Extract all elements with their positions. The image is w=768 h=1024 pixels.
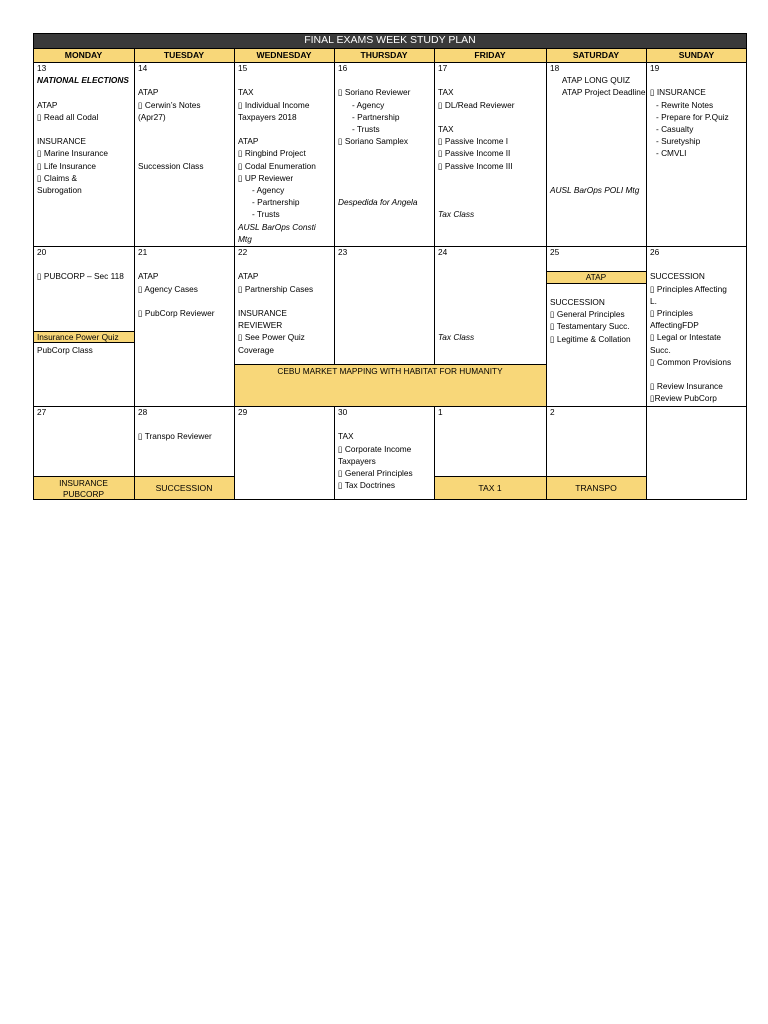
day-header-thursday: THURSDAY xyxy=(334,48,434,62)
sub-item: - Trusts xyxy=(252,209,280,220)
grid-line-v xyxy=(546,48,547,500)
subject-label: ATAP xyxy=(238,136,259,147)
day-number: 22 xyxy=(238,247,248,257)
sub-item: - Partnership xyxy=(252,197,300,208)
day-header-saturday: SATURDAY xyxy=(546,48,646,62)
grid-line-v xyxy=(434,48,435,364)
day-cell-18 xyxy=(546,62,646,246)
day-number: 23 xyxy=(338,247,348,257)
task-item: ▯ Cerwin’s Notes xyxy=(138,99,201,110)
day-cell-22 xyxy=(234,246,334,364)
day-header-sunday: SUNDAY xyxy=(646,48,747,62)
quiz-label: ATAP LONG QUIZ xyxy=(561,75,631,86)
grid-line-h xyxy=(33,246,747,247)
subject-label: ▯ INSURANCE xyxy=(650,87,706,98)
task-item: ▯ Soriano Samplex xyxy=(338,136,409,147)
day-cell-13 xyxy=(33,62,134,246)
task-item: Subrogation xyxy=(37,185,82,195)
grid-line-v xyxy=(134,48,135,500)
class-label: PubCorp Class xyxy=(37,345,93,355)
insurance-pubcorp-band xyxy=(33,476,134,500)
day-number: 30 xyxy=(338,407,348,417)
class-label: Succession Class xyxy=(138,160,204,171)
task-item: ▯ Ringbind Project xyxy=(238,148,306,159)
task-item: ▯ Read all Codal xyxy=(37,111,99,122)
band-label: PUBCORP xyxy=(62,489,105,499)
subject-label: REVIEWER xyxy=(238,320,283,331)
day-cell-19 xyxy=(646,62,747,246)
day-header-friday: FRIDAY xyxy=(434,48,546,62)
task-item: Succ. xyxy=(650,344,671,355)
sub-item: - Suretyship xyxy=(656,136,701,147)
day-cell-16 xyxy=(334,62,434,246)
day-number: 1 xyxy=(438,407,443,417)
task-item: ▯ Principles xyxy=(650,308,693,318)
task-item: ▯ Agency Cases xyxy=(138,283,198,294)
day-number: 16 xyxy=(338,63,348,73)
day-cell-20 xyxy=(33,246,134,406)
tax-1-band: TAX 1 xyxy=(434,476,546,500)
task-item: ▯ Corporate Income xyxy=(338,443,412,454)
day-number: 27 xyxy=(37,407,47,417)
power-quiz-band: Insurance Power Quiz xyxy=(33,331,134,343)
task-item: ▯ See Power Quiz xyxy=(238,332,305,343)
subject-label: ATAP xyxy=(37,99,58,110)
grid-line-h xyxy=(33,48,747,49)
task-item: ▯ Claims & xyxy=(37,172,78,183)
grid-line-v xyxy=(434,406,435,500)
sub-item: - Rewrite Notes xyxy=(656,99,714,110)
grid-border-right xyxy=(746,33,747,500)
day-number: 13 xyxy=(37,63,47,73)
sub-item: - Agency xyxy=(352,99,385,110)
day-cell-24 xyxy=(434,246,546,364)
day-cell-empty xyxy=(646,406,747,500)
day-cell-30 xyxy=(334,406,434,500)
day-number: 17 xyxy=(438,63,448,73)
sub-item: - Agency xyxy=(252,185,285,195)
task-item: L. xyxy=(650,295,657,306)
task-item: ▯ General Principles xyxy=(338,468,413,478)
grid-line-h xyxy=(234,364,546,365)
sub-item: - Prepare for P.Quiz xyxy=(656,111,729,122)
day-number: 26 xyxy=(650,247,660,257)
saturday-25-tasks xyxy=(550,296,631,345)
task-item: Taxpayers 2018 xyxy=(238,111,297,122)
task-item: ▯ Passive Income I xyxy=(438,136,509,147)
sub-item: - Partnership xyxy=(352,111,400,122)
grid-line-h xyxy=(33,406,747,407)
task-item: ▯ Principles Affecting xyxy=(650,283,727,294)
day-cell-14 xyxy=(134,62,234,246)
day-number: 2 xyxy=(550,407,555,417)
task-item: ▯ Review Insurance xyxy=(650,381,723,392)
subject-label: INSURANCE xyxy=(37,136,86,147)
meeting-label: Mtg xyxy=(238,233,252,244)
task-item: ▯ DL/Read Reviewer xyxy=(438,99,515,110)
sub-item: - CMVLI xyxy=(656,148,687,159)
calendar-title: FINAL EXAMS WEEK STUDY PLAN xyxy=(33,33,747,48)
day-cell-15 xyxy=(234,62,334,246)
task-item: ▯ Passive Income III xyxy=(438,160,513,171)
task-item: ▯ Life Insurance xyxy=(37,160,96,171)
task-item: ▯ Codal Enumeration xyxy=(238,160,316,171)
task-item: ▯ Marine Insurance xyxy=(37,148,108,159)
transpo-band: TRANSPO xyxy=(546,476,646,500)
task-item: ▯ Tax Doctrines xyxy=(338,480,395,491)
day-header-monday: MONDAY xyxy=(33,48,134,62)
task-item: Coverage xyxy=(238,344,274,355)
sub-item: - Trusts xyxy=(352,124,380,134)
day-number: 24 xyxy=(438,247,448,257)
event-label: NATIONAL ELECTIONS xyxy=(37,75,129,86)
day-number: 20 xyxy=(37,247,47,257)
grid-border-top xyxy=(33,33,747,34)
day-cell-23 xyxy=(334,246,434,364)
subject-label: TAX xyxy=(338,431,354,442)
deadline-label: ATAP Project Deadline xyxy=(562,87,646,98)
day-number: 28 xyxy=(138,407,148,417)
study-plan-calendar xyxy=(33,33,747,500)
task-item: (Apr27) xyxy=(138,111,166,122)
task-item: ▯ Partnership Cases xyxy=(238,283,314,294)
meeting-label: AUSL BarOps POLI Mtg xyxy=(550,184,640,195)
task-item: ▯ Legal or Intestate xyxy=(650,332,721,343)
atap-band: ATAP xyxy=(546,271,646,284)
subject-label: TAX xyxy=(438,87,454,98)
day-number: 25 xyxy=(550,247,560,257)
task-item: ▯ PUBCORP – Sec 118 xyxy=(37,271,124,282)
task-item: Taxpayers xyxy=(338,455,376,466)
grid-line-v xyxy=(646,48,647,500)
day-header-tuesday: TUESDAY xyxy=(134,48,234,62)
task-item: ▯ Soriano Reviewer xyxy=(338,87,411,98)
grid-line-v xyxy=(334,48,335,364)
cebu-market-mapping-event: CEBU MARKET MAPPING WITH HABITAT FOR HUMANITY xyxy=(234,364,546,406)
day-cell-17 xyxy=(434,62,546,246)
day-number: 14 xyxy=(138,63,148,73)
day-number: 29 xyxy=(238,407,248,417)
subject-label: ATAP xyxy=(138,271,159,282)
task-item: ▯ Common Provisions xyxy=(650,356,732,367)
subject-label: ATAP xyxy=(238,271,259,282)
subject-label: SUCCESSION xyxy=(550,297,605,307)
subject-label: INSURANCE xyxy=(238,307,287,318)
grid-border-bottom xyxy=(33,499,747,500)
event-label: Despedida for Angela xyxy=(338,197,418,208)
task-item: AffectingFDP xyxy=(650,320,699,331)
task-item: ▯ Passive Income II xyxy=(438,148,511,159)
band-label: INSURANCE xyxy=(59,478,108,488)
grid-line-v xyxy=(334,406,335,500)
day-number: 18 xyxy=(550,63,560,73)
class-label: Tax Class xyxy=(438,209,475,220)
subject-label: ATAP xyxy=(138,87,159,98)
task-item: ▯ Testamentary Succ. xyxy=(550,321,630,332)
sub-item: - Casualty xyxy=(656,124,694,134)
task-item: ▯ UP Reviewer xyxy=(238,172,294,183)
grid-line-h xyxy=(33,62,747,63)
grid-border-left xyxy=(33,33,34,500)
day-cell-29 xyxy=(234,406,334,500)
task-item: ▯ General Principles xyxy=(550,309,625,320)
day-number: 19 xyxy=(650,63,660,73)
task-item: ▯ Legitime & Collation xyxy=(550,333,631,344)
day-cell-21 xyxy=(134,246,234,406)
day-number: 15 xyxy=(238,63,248,73)
subject-label: TAX xyxy=(438,123,454,134)
succession-band: SUCCESSION xyxy=(134,476,234,500)
meeting-label: AUSL BarOps Consti xyxy=(238,221,316,232)
task-item: ▯ PubCorp Reviewer xyxy=(138,307,215,318)
subject-label: SUCCESSION xyxy=(650,271,705,282)
day-cell-26 xyxy=(646,246,747,406)
task-item: ▯Review PubCorp xyxy=(650,393,717,404)
grid-line-v xyxy=(234,48,235,500)
task-item: ▯ Individual Income xyxy=(238,99,310,110)
day-number: 21 xyxy=(138,247,148,257)
class-label: Tax Class xyxy=(438,332,475,343)
subject-label: TAX xyxy=(238,87,254,98)
task-item: ▯ Transpo Reviewer xyxy=(138,431,212,442)
day-header-wednesday: WEDNESDAY xyxy=(234,48,334,62)
